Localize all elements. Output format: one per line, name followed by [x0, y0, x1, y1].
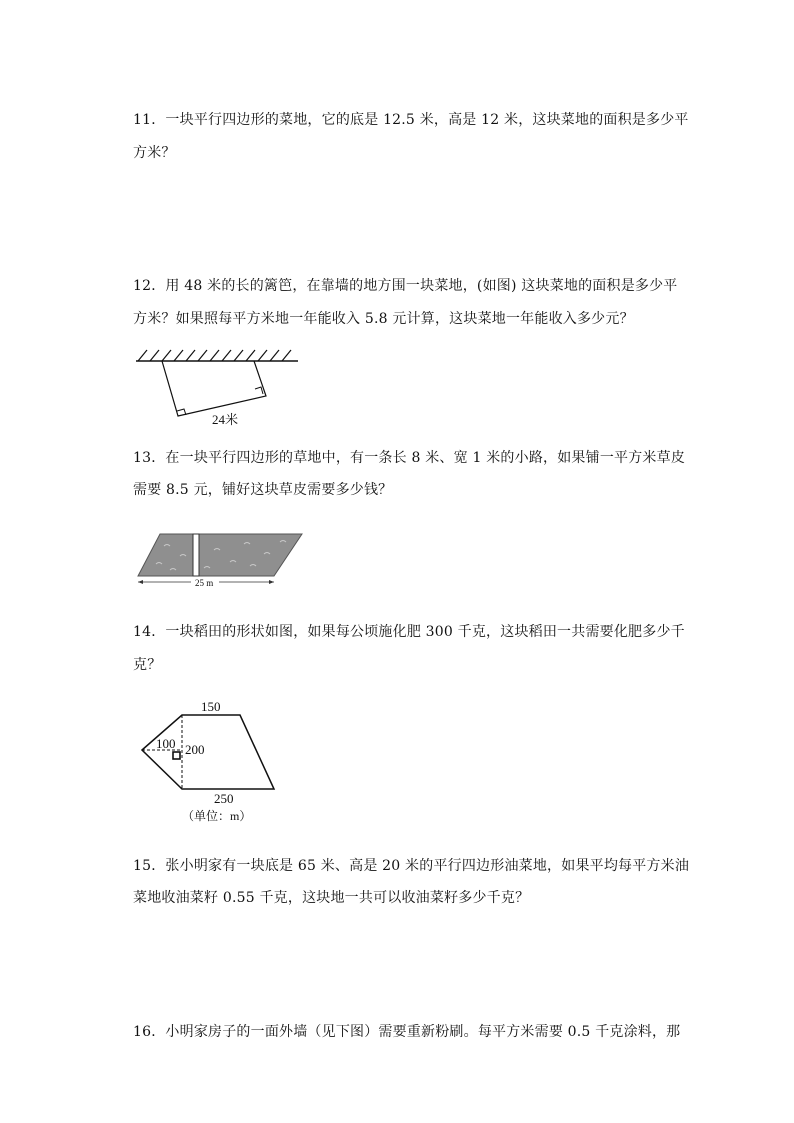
question-number: 14．: [133, 624, 166, 640]
base-length-label: 25 m: [195, 578, 214, 588]
question-text: 方米？: [133, 145, 176, 161]
unit-label: （单位：m）: [182, 809, 252, 823]
question-13-line-2: [133, 480, 392, 500]
question-number: 15．: [133, 858, 166, 874]
question-text: 克？: [133, 657, 162, 673]
question-15-line-1: [133, 856, 689, 876]
arrow-right: [269, 580, 274, 584]
question-text: 需要 8.5 元，铺好这块草皮需要多少钱？: [133, 482, 393, 498]
question-number: 13．: [133, 450, 166, 466]
bottom-length-label: 24米: [212, 412, 239, 427]
top-length-label: 150: [201, 699, 221, 714]
question-15-line-2: [133, 888, 529, 908]
question-14-line-1: [133, 622, 685, 642]
lawn-parallelogram: [138, 534, 302, 576]
question-number: 11．: [133, 112, 166, 128]
arrow-left: [138, 580, 143, 584]
question-11-line-2: [133, 143, 176, 163]
question-13-line-1: [133, 448, 685, 468]
garden-outline: [162, 361, 266, 416]
question-12-line-2: [133, 309, 634, 329]
field-outline: [142, 715, 274, 789]
question-number: 16．: [133, 1024, 166, 1040]
question-12-line-1: [133, 276, 678, 296]
question-text: 一块平行四边形的菜地，它的底是 12.5 米，高是 12 米，这块菜地的面积是多少平: [165, 112, 689, 128]
right-angle-marker: [173, 752, 180, 759]
right-angle-marker: [255, 387, 263, 394]
question-text: 张小明家有一块底是 65 米、高是 20 米的平行四边形油菜地，如果平均每平方米油: [165, 858, 690, 874]
question-number: 12．: [133, 278, 166, 294]
rice-field-figure: [136, 696, 286, 828]
question-text: 在一块平行四边形的草地中，有一条长 8 米、宽 1 米的小路，如果铺一平方米草皮: [165, 450, 686, 466]
fence-garden-figure: [130, 344, 310, 430]
question-text: 用 48 米的长的篱笆，在靠墙的地方围一块菜地，(如图) 这块菜地的面积是多少平: [165, 278, 678, 294]
height-label: 200: [185, 742, 205, 757]
question-14-line-2: [133, 655, 161, 675]
bottom-length-label: 250: [214, 791, 234, 806]
question-16-line-1: [133, 1022, 680, 1042]
question-text: 菜地收油菜籽 0.55 千克，这块地一共可以收油菜籽多少千克？: [133, 890, 530, 906]
lawn-figure: [134, 528, 310, 590]
triangle-height-label: 100: [156, 736, 176, 751]
question-text: 一块稻田的形状如图，如果每公顷施化肥 300 千克，这块稻田一共需要化肥多少千: [165, 624, 685, 640]
question-11-line-1: [133, 110, 689, 130]
path-strip: [193, 534, 199, 576]
wall-hatching: [138, 350, 291, 361]
question-text: 小明家房子的一面外墙（见下图）需要重新粉刷。每平方米需要 0.5 千克涂料，那: [165, 1024, 681, 1040]
question-text: 方米？如果照每平方米地一年能收入 5.8 元计算，这块菜地一年能收入多少元？: [133, 311, 634, 327]
